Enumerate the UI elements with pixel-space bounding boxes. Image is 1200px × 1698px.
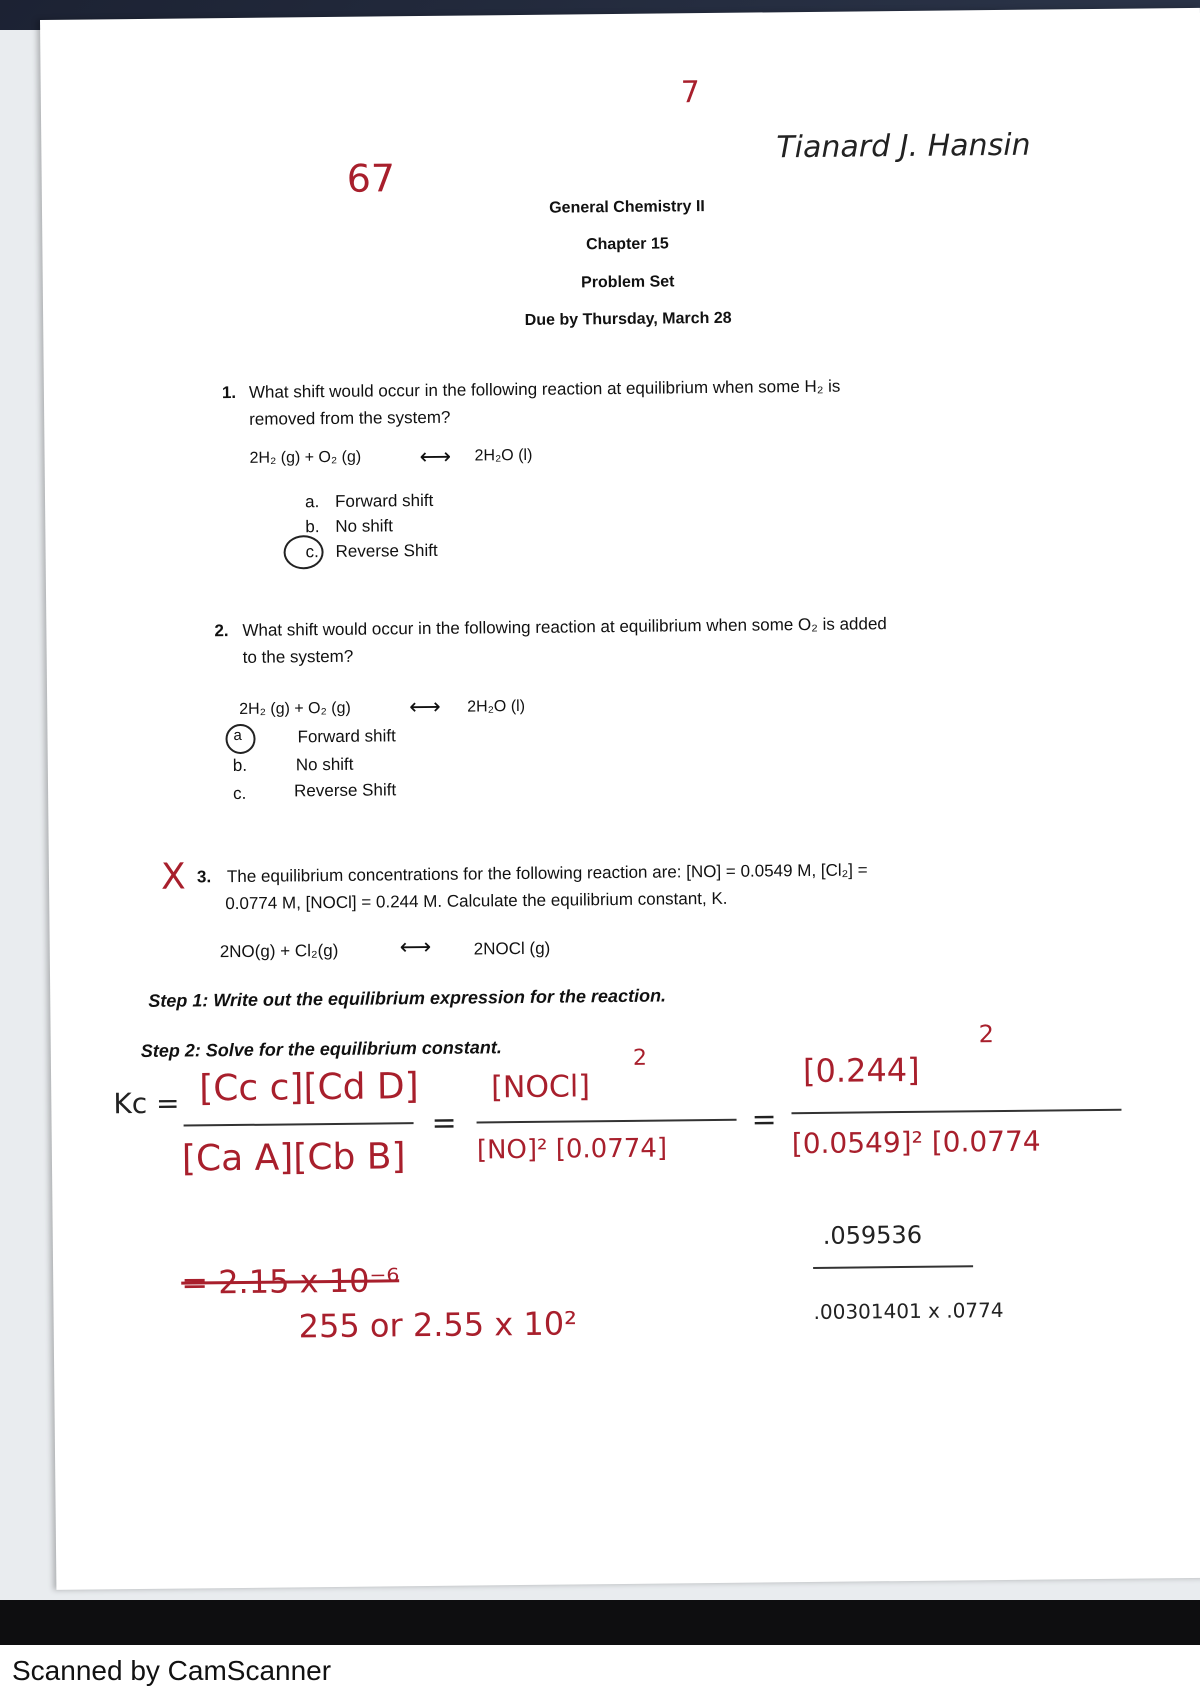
due-date: Due by Thursday, March 28	[524, 309, 732, 329]
q3-text-line2: 0.0774 M, [NOCl] = 0.244 M. Calculate the equilibrium constant, K.	[225, 888, 728, 914]
fraction-bar-1	[184, 1122, 414, 1126]
q2-option-a-label: Forward shift	[297, 726, 396, 747]
scratch-denominator: .00301401 x .0774	[813, 1297, 1004, 1324]
q2-option-b-label: No shift	[295, 754, 354, 775]
chapter-title: Chapter 15	[585, 235, 669, 254]
q1-option-b-label: No shift	[335, 516, 394, 536]
q1-arrow: ⟷	[419, 443, 452, 470]
equals-1: =	[431, 1105, 457, 1141]
values-denominator: [0.0549]² [0.0774	[791, 1124, 1041, 1161]
species-denominator: [NO]² [0.0774]	[476, 1133, 668, 1166]
q2-product: 2H₂O (l)	[467, 697, 526, 716]
kc-label: Kc =	[113, 1086, 180, 1121]
scratch-bar	[813, 1265, 973, 1269]
equals-2: =	[751, 1102, 777, 1138]
q2-option-a-letter: a	[233, 726, 242, 745]
q2-reactants: 2H₂ (g) + O₂ (g)	[239, 699, 351, 718]
q3-step2: Step 2: Solve for the equilibrium constant.	[140, 1037, 502, 1062]
q1-option-b-letter: b.	[305, 517, 320, 537]
general-denominator: [Ca A][Cb B]	[181, 1136, 406, 1180]
q1-text-line1: What shift would occur in the following reaction at equilibrium when some H₂ is	[248, 376, 841, 402]
wrong-mark: X	[160, 856, 186, 898]
q2-option-c-letter: c.	[233, 783, 247, 804]
scanner-footer	[0, 1645, 1200, 1698]
q3-reactants: 2NO(g) + Cl₂(g)	[219, 940, 339, 962]
q1-product: 2H₂O (l)	[474, 446, 533, 465]
student-name: Tianard J. Hansin	[776, 127, 1031, 166]
score: 67	[346, 156, 396, 201]
q1-option-c-label: Reverse Shift	[335, 540, 438, 561]
q3-arrow: ⟷	[399, 933, 432, 960]
q2-number: 2.	[214, 621, 229, 641]
q2-option-c-label: Reverse Shift	[293, 780, 397, 801]
q3-number: 3.	[196, 867, 212, 887]
species-numerator-exponent: 2	[632, 1045, 648, 1071]
final-answer: 255 or 2.55 x 10²	[298, 1304, 578, 1346]
general-numerator: [Cc c][Cd D]	[198, 1066, 419, 1110]
q1-reactants: 2H₂ (g) + O₂ (g)	[249, 448, 362, 467]
values-numerator-exponent: 2	[978, 1020, 995, 1049]
q1-option-c-letter: c.	[305, 542, 319, 562]
course-title: General Chemistry II	[549, 198, 705, 217]
q2-text-line2: to the system?	[242, 646, 354, 667]
q3-text-line1: The equilibrium concentrations for the following reaction are: [NO] = 0.0549 M, [Cl₂] =	[226, 860, 868, 887]
fraction-bar-2	[477, 1119, 737, 1124]
crossed-out-answer: = 2.15 x 10⁻⁶	[181, 1261, 400, 1302]
q2-option-b-letter: b.	[232, 755, 248, 776]
scanner-watermark: Scanned by CamScanner	[12, 1655, 332, 1686]
scratch-numerator: .059536	[822, 1220, 923, 1250]
q2-text-line1: What shift would occur in the following reaction at equilibrium when some O₂ is added	[242, 614, 887, 640]
fraction-bar-3	[791, 1109, 1121, 1114]
q2-arrow: ⟷	[409, 693, 441, 720]
values-numerator: [0.244]	[802, 1050, 920, 1091]
q1-option-a-letter: a.	[304, 492, 320, 512]
worksheet-page	[40, 8, 1200, 1590]
q1-option-a-label: Forward shift	[334, 490, 434, 511]
species-numerator: [NOCl]	[491, 1069, 591, 1106]
set-title: Problem Set	[581, 273, 675, 292]
q3-step1: Step 1: Write out the equilibrium expression for the reaction.	[148, 985, 667, 1011]
q1-number: 1.	[221, 382, 237, 403]
q3-product: 2NOCl (g)	[473, 938, 551, 959]
top-mark: 7	[680, 75, 701, 111]
q1-text-line2: removed from the system?	[249, 407, 451, 429]
